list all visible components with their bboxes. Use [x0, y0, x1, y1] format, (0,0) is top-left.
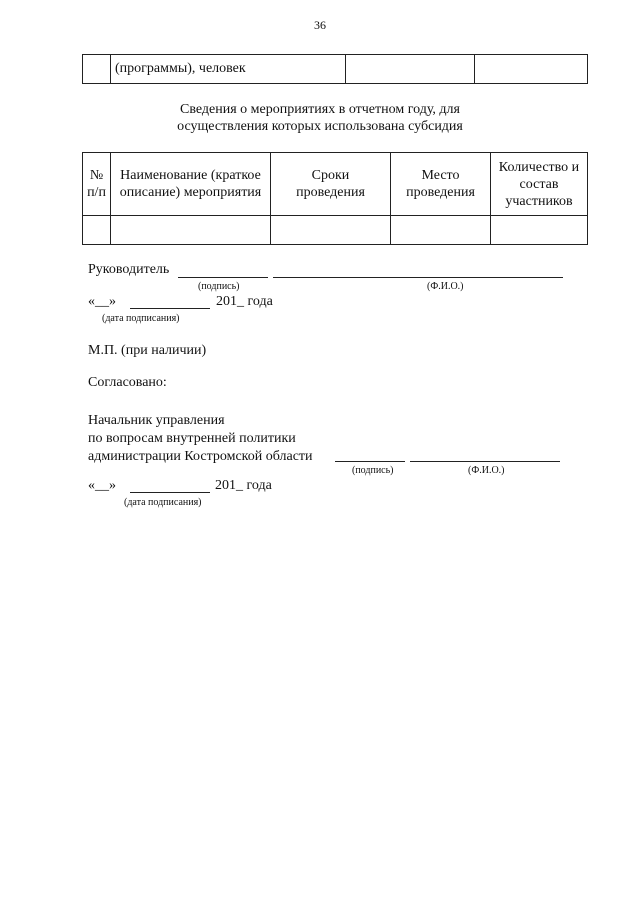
year-text: 201_ года [216, 294, 273, 309]
table-cell [475, 55, 588, 84]
chief-title [88, 412, 313, 466]
header-line: № [89, 168, 104, 183]
table-cell [271, 216, 391, 245]
header-line: п/п [87, 185, 106, 200]
header-line: Наименование (краткое [120, 168, 261, 183]
head-label: Руководитель [88, 262, 170, 277]
header-line: Количество и [498, 159, 580, 175]
section-title-line: Сведения о мероприятиях в отчетном году, для [180, 102, 460, 117]
approved-text: Согласовано: [88, 375, 167, 390]
section-title [0, 101, 640, 135]
column-header-participants [491, 153, 588, 216]
header-line: проведения [296, 185, 365, 200]
column-header-dates [271, 153, 391, 216]
chief-year-text: 201_ года [215, 478, 272, 493]
chief-title-line: по вопросам внутренней политики [88, 431, 296, 446]
chief-signature-line[interactable] [335, 461, 405, 462]
chief-date-line[interactable] [130, 492, 210, 493]
fio-line[interactable] [273, 277, 563, 278]
chief-title-line: Начальник управления [88, 413, 225, 428]
header-line: Сроки [311, 168, 350, 183]
chief-signature-caption: (подпись) [352, 465, 394, 476]
table-cell [346, 55, 475, 84]
table-header-row [83, 153, 588, 216]
table-cell [83, 216, 111, 245]
signature-line[interactable] [178, 277, 268, 278]
column-header-name [111, 153, 271, 216]
chief-fio-caption: (Ф.И.О.) [468, 465, 505, 476]
events-table [82, 152, 588, 245]
table-cell [491, 216, 588, 245]
table-row [83, 55, 588, 84]
chief-date-caption: (дата подписания) [124, 497, 202, 508]
chief-fio-line[interactable] [410, 461, 560, 462]
top-table [82, 54, 588, 84]
date-line[interactable] [130, 308, 210, 309]
signature-caption: (подпись) [198, 281, 240, 292]
fio-caption: (Ф.И.О.) [427, 281, 464, 292]
date-caption: (дата подписания) [102, 313, 180, 324]
chief-title-line: администрации Костромской области [88, 449, 313, 464]
table-cell [83, 55, 111, 84]
date-open: «__» [88, 294, 116, 309]
table-cell [391, 216, 491, 245]
header-line: проведения [406, 185, 475, 200]
table-cell: (программы), человек [111, 55, 346, 84]
section-title-line: осуществления которых использована субсидия [177, 119, 463, 134]
chief-date-open: «__» [88, 478, 116, 493]
column-header-place [391, 153, 491, 216]
header-line: участников [505, 193, 573, 209]
table-cell [111, 216, 271, 245]
header-line: состав [519, 176, 559, 192]
page-number: 36 [314, 18, 326, 32]
header-line: Место [421, 168, 460, 183]
table-row [83, 216, 588, 245]
seal-text: М.П. (при наличии) [88, 343, 207, 358]
header-line: описание) мероприятия [119, 185, 262, 200]
column-header-number [83, 153, 111, 216]
